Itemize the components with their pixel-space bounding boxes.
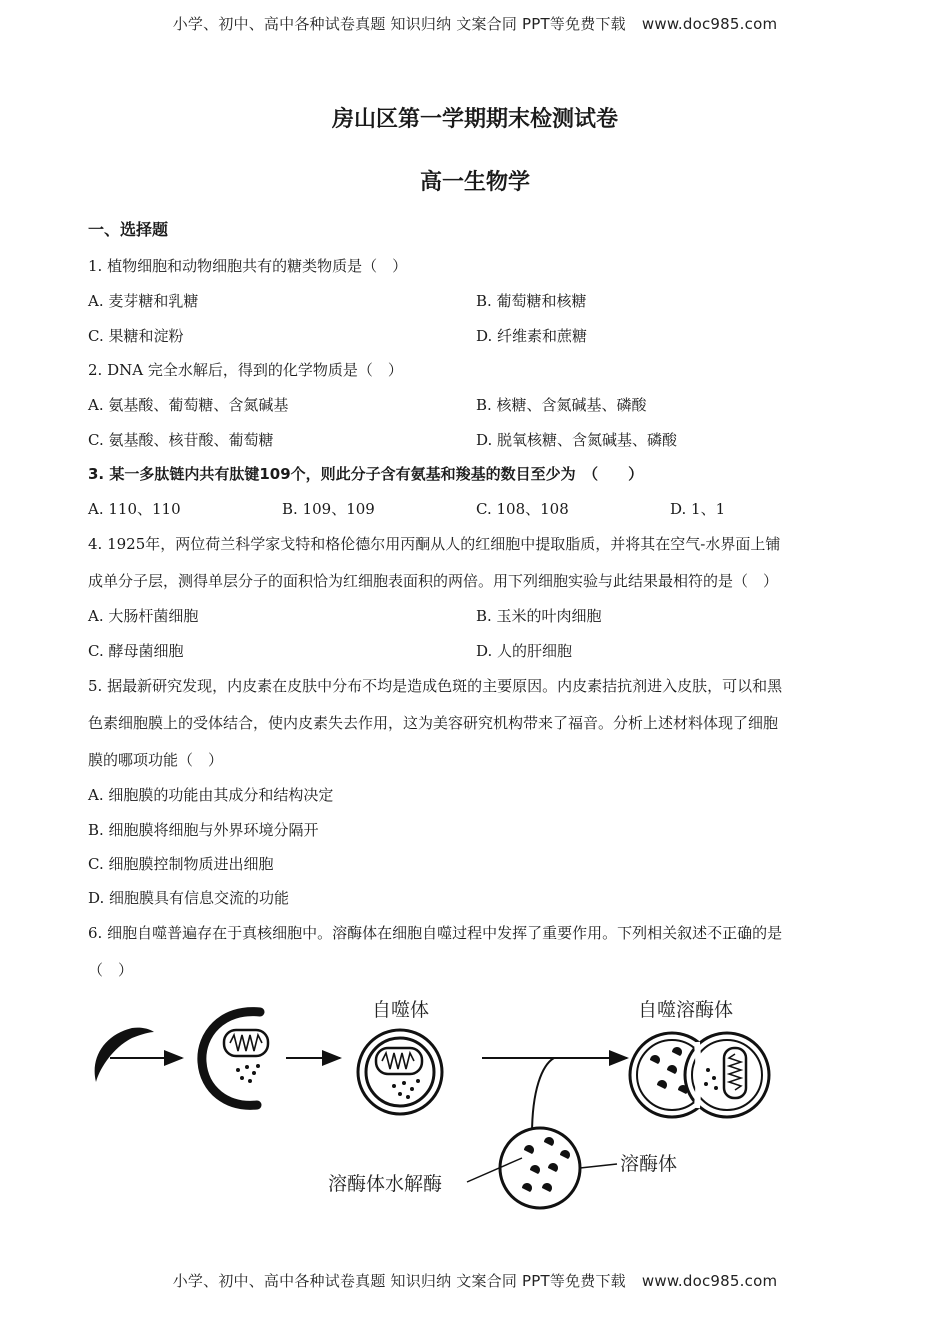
question-5-stem-line-2: 色素细胞膜上的受体结合，使内皮素失去作用，这为美容研究机构带来了福音。分析上述材料体现了细胞 xyxy=(88,714,779,732)
question-1-stem: 1. 植物细胞和动物细胞共有的糖类物质是（ ） xyxy=(88,257,408,275)
lysosome-connector xyxy=(532,1058,554,1135)
question-4-option-a: A. 大肠杆菌细胞 xyxy=(88,607,199,625)
question-4-option-d: D. 人的肝细胞 xyxy=(476,642,573,660)
question-3-option-d: D. 1、1 xyxy=(670,500,726,518)
autophagosome xyxy=(358,1030,442,1114)
question-3-option-a: A. 110、110 xyxy=(88,500,181,518)
question-5-option-a: A. 细胞膜的功能由其成分和结构决定 xyxy=(88,786,334,804)
question-6-stem-post: 的是 xyxy=(752,924,783,942)
question-4-option-b: B. 玉米的叶肉细胞 xyxy=(476,607,602,625)
banner-url[interactable]: www.doc985.com xyxy=(641,1272,778,1290)
question-1-option-a: A. 麦芽糖和乳糖 xyxy=(88,292,199,310)
question-6-stem-line-1 xyxy=(88,923,782,943)
hydrolase-label: 溶酶体水解酶 xyxy=(328,1173,443,1195)
phagophore-crescent xyxy=(95,1028,154,1082)
page-subtitle: 高一生物学 xyxy=(419,170,530,195)
emphasis-char: 确 xyxy=(737,924,753,942)
engulfing-membrane xyxy=(202,1012,268,1106)
question-5-option-d: D. 细胞膜具有信息交流的功能 xyxy=(88,889,290,907)
question-6-stem-pre: 6. 细胞自噬普遍存在于真核细胞中。溶酶体在细胞自噬过程中发挥了重要作用。下列相关叙述 xyxy=(88,924,708,942)
question-4-option-c: C. 酵母菌细胞 xyxy=(88,642,184,660)
autophagosome-label: 自噬体 xyxy=(372,999,430,1021)
autolysosome xyxy=(630,1033,769,1117)
question-3-option-c: C. 108、108 xyxy=(476,500,569,518)
question-2-option-c: C. 氨基酸、核苷酸、葡萄糖 xyxy=(88,431,274,449)
footer-banner xyxy=(0,1270,950,1291)
question-2-option-b: B. 核糖、含氮碱基、磷酸 xyxy=(476,396,647,414)
question-3-option-b: B. 109、109 xyxy=(282,500,375,518)
question-3-stem: 3. 某一多肽链内共有肽键109个，则此分子含有氨基和羧基的数目至少为 （ ） xyxy=(88,465,644,483)
lysosome xyxy=(500,1128,580,1208)
question-6-stem-line-2: （ ） xyxy=(88,961,134,979)
question-4-stem-line-2: 成单分子层，测得单层分子的面积恰为红细胞表面积的两倍。用下列细胞实验与此结果最相符的是（ ） xyxy=(88,572,779,590)
question-2-option-d: D. 脱氧核糖、含氮碱基、磷酸 xyxy=(476,431,678,449)
question-5-option-c: C. 细胞膜控制物质进出细胞 xyxy=(88,855,274,873)
banner-url[interactable]: www.doc985.com xyxy=(641,15,778,33)
autolysosome-label: 自噬溶酶体 xyxy=(638,999,734,1021)
question-4-stem-line-1: 4. 1925年，两位荷兰科学家戈特和格伦德尔用丙酮从人的红细胞中提取脂质，并将其在空气-水界面上铺 xyxy=(88,535,781,553)
question-1-option-d: D. 纤维素和蔗糖 xyxy=(476,327,588,345)
header-banner xyxy=(0,13,950,34)
question-5-option-b: B. 细胞膜将细胞与外界环境分隔开 xyxy=(88,821,319,839)
question-1-option-b: B. 葡萄糖和核糖 xyxy=(476,292,587,310)
banner-text: 小学、初中、高中各种试卷真题 知识归纳 文案合同 PPT等免费下载 xyxy=(172,1272,626,1290)
question-2-stem: 2. DNA 完全水解后，得到的化学物质是（ ） xyxy=(88,361,403,379)
question-5-stem-line-3: 膜的哪项功能（ ） xyxy=(88,751,224,769)
question-5-stem-line-1: 5. 据最新研究发现，内皮素在皮肤中分布不均是造成色斑的主要原因。内皮素拮抗剂进入皮肤，可以和黑 xyxy=(88,677,783,695)
question-2-option-a: A. 氨基酸、葡萄糖、含氮碱基 xyxy=(88,396,289,414)
emphasis-char: 正 xyxy=(722,924,738,942)
question-1-option-c: C. 果糖和淀粉 xyxy=(88,327,184,345)
lysosome-label: 溶酶体 xyxy=(620,1153,678,1175)
page-title: 房山区第一学期期末检测试卷 xyxy=(331,107,618,132)
emphasis-char: 不 xyxy=(707,924,723,942)
autophagy-diagram xyxy=(82,990,802,1215)
section-title: 一、选择题 xyxy=(88,220,169,239)
lysosome-pointer xyxy=(580,1164,617,1168)
banner-text: 小学、初中、高中各种试卷真题 知识归纳 文案合同 PPT等免费下载 xyxy=(172,15,626,33)
